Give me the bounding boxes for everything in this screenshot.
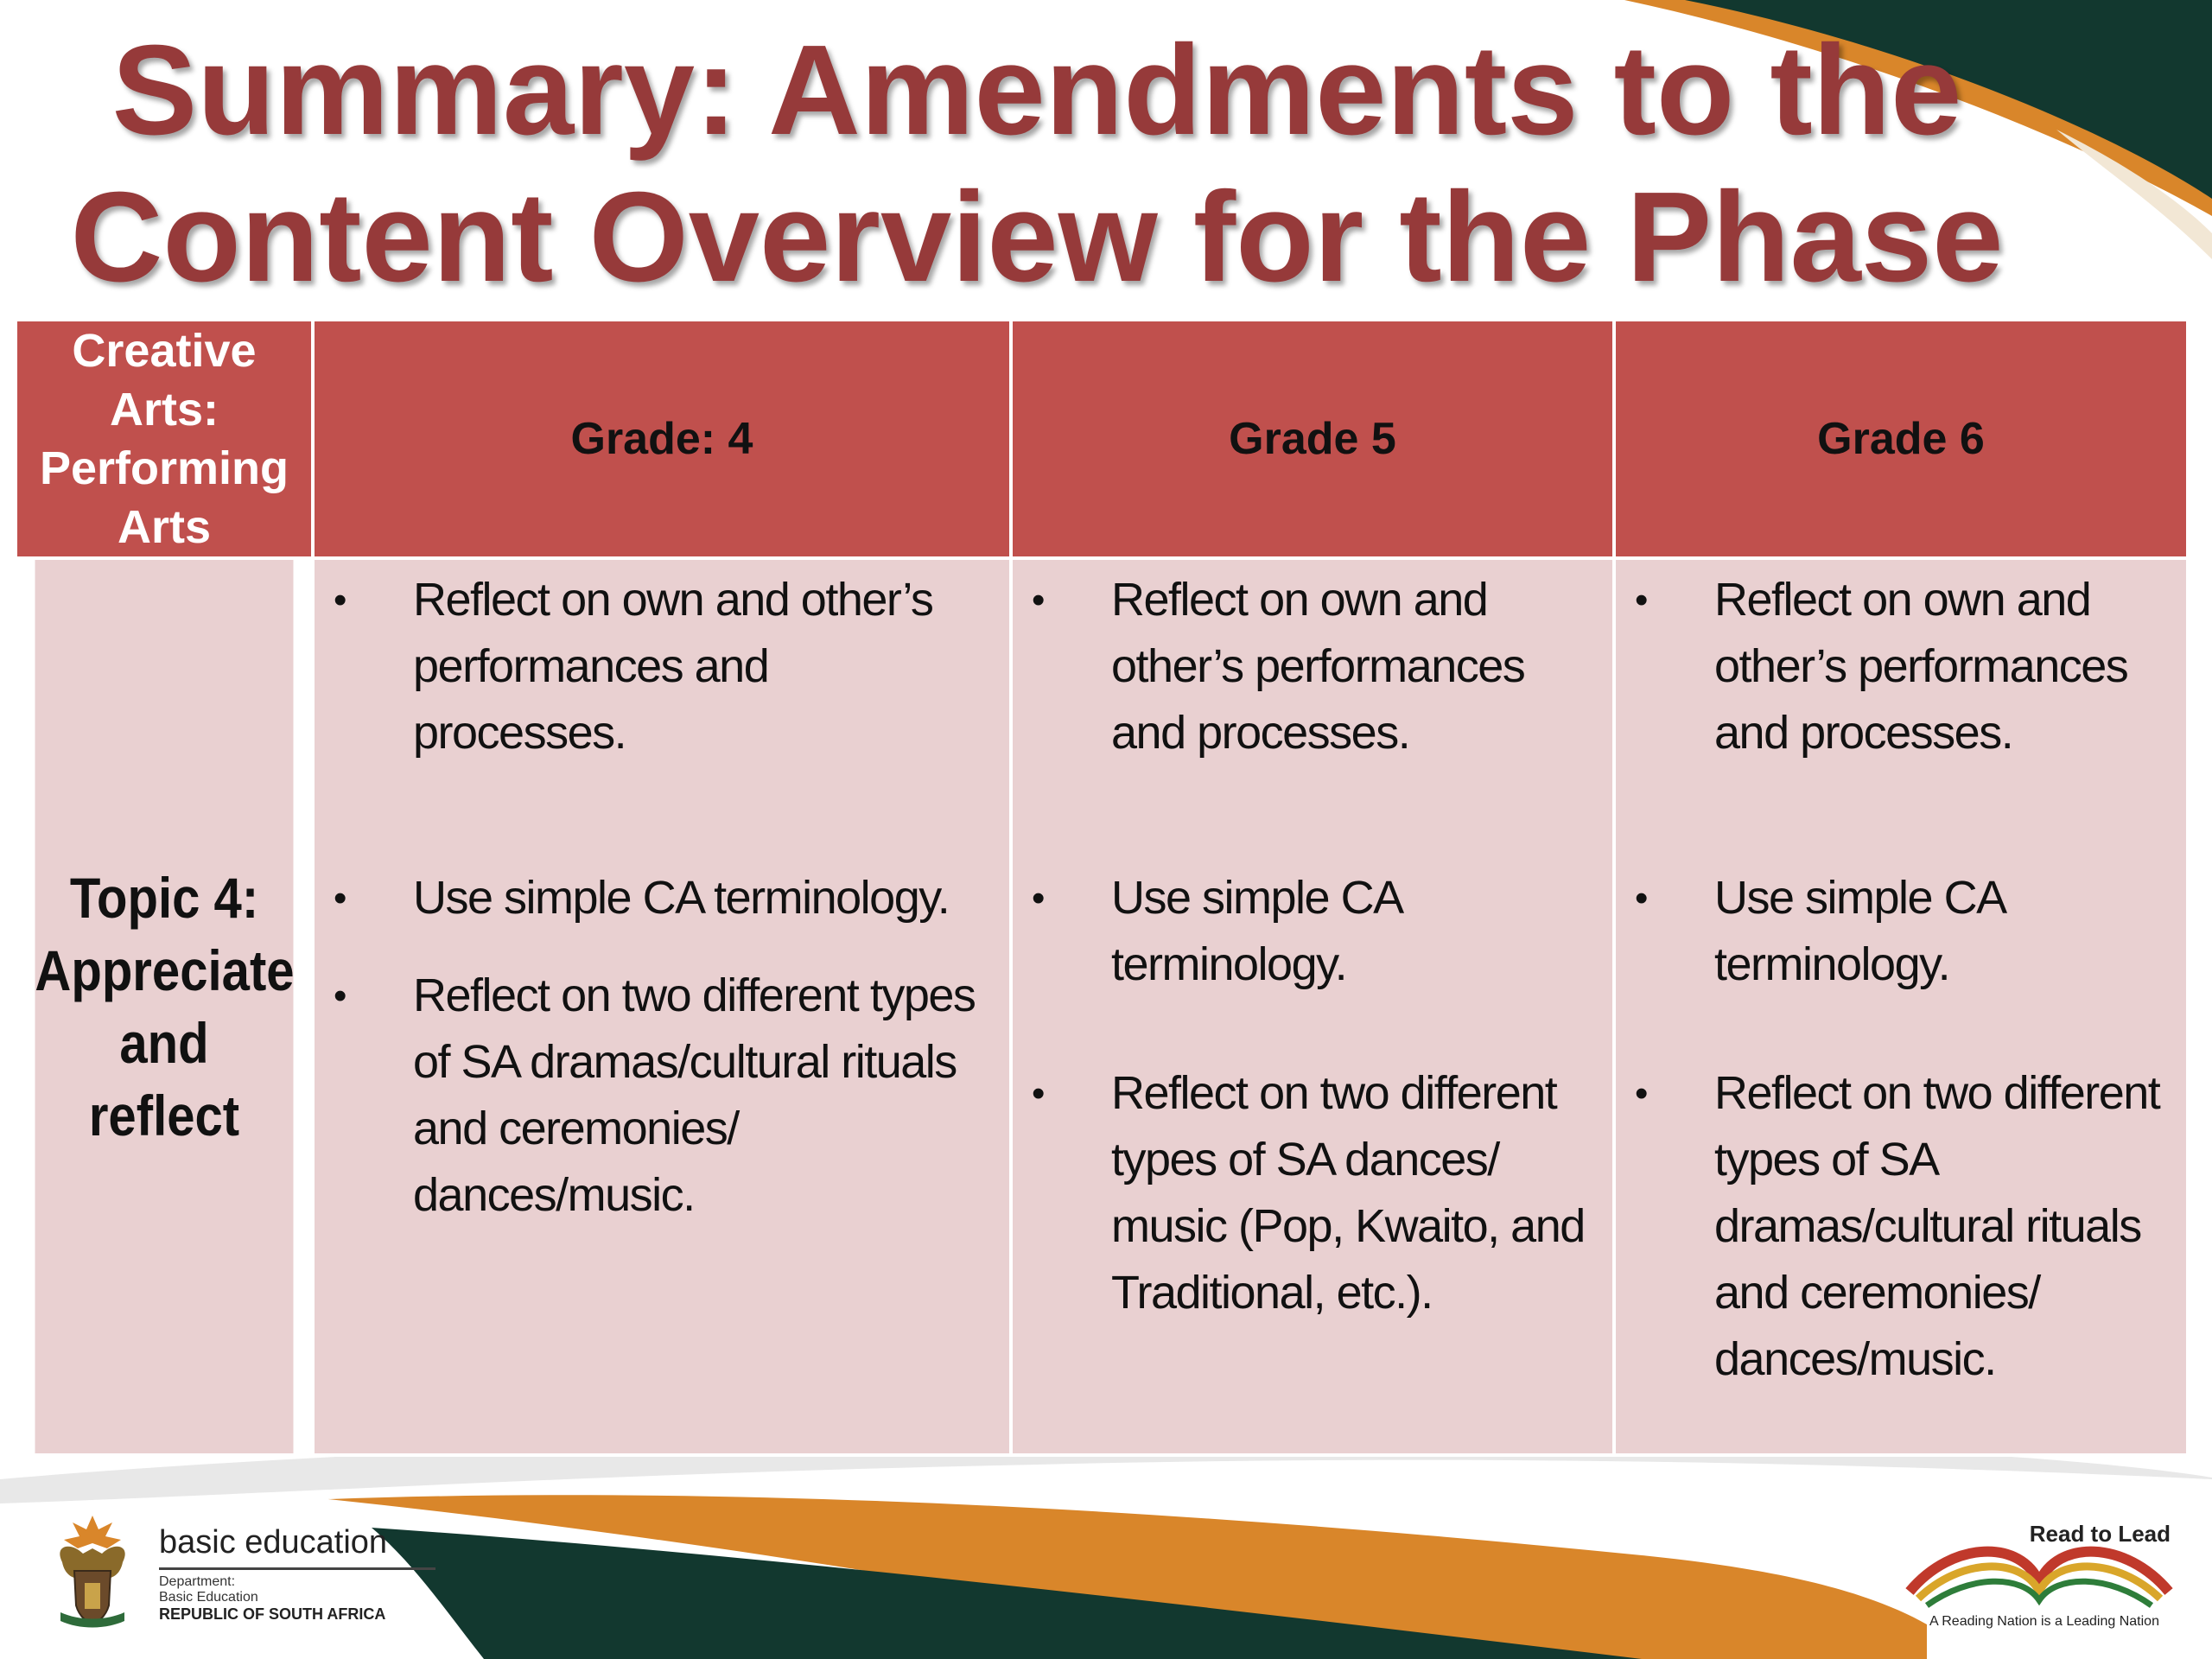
list-item — [1013, 865, 1595, 998]
bullet-icon: • — [1635, 877, 1647, 919]
list-item — [315, 865, 992, 931]
grade-4-content-cell — [313, 558, 1011, 1455]
slide-title — [0, 17, 2074, 311]
logo-country: REPUBLIC OF SOUTH AFRICA — [159, 1605, 386, 1623]
bullet-text: Reflect on two different types of SA dramas/cultural rituals and ceremonies/ dances/music. — [1714, 1067, 2160, 1385]
topic-row — [16, 558, 2188, 1455]
topic-line: Topic 4: — [69, 866, 259, 930]
title-line-1: Summary: Amendments to the — [111, 19, 1962, 162]
list-item — [315, 963, 992, 1229]
topic-line: Appreciate — [35, 938, 295, 1002]
read-to-lead-logo — [1897, 1514, 2191, 1643]
bullet-icon: • — [334, 975, 346, 1017]
grade-5-header: Grade 5 — [1011, 320, 1614, 558]
content-overview-table — [14, 318, 2190, 1457]
dept-line: Department: — [159, 1574, 236, 1589]
bullet-list — [1616, 560, 2186, 1393]
grade-6-content-cell — [1614, 558, 2188, 1455]
grade-4-header: Grade: 4 — [313, 320, 1011, 558]
coat-of-arms-icon — [45, 1510, 140, 1631]
table-header-row — [16, 320, 2188, 558]
bullet-list — [315, 560, 1009, 1229]
title-line-2: Content Overview for the Phase — [70, 166, 2004, 308]
subject-line: Arts — [117, 501, 212, 553]
topic-cell — [34, 558, 296, 1455]
topic-line: reflect — [88, 1084, 240, 1147]
bullet-list — [1013, 560, 1612, 1326]
subject-header-cell — [16, 320, 313, 558]
topic-line: and — [119, 1011, 209, 1075]
bullet-text: Use simple CA terminology. — [413, 872, 950, 924]
logo-department — [159, 1574, 258, 1605]
grade-5-content-cell — [1011, 558, 1614, 1455]
bullet-text: Reflect on two different types of SA dances/ music (Pop, Kwaito, and Traditional, etc.). — [1111, 1067, 1585, 1319]
bullet-icon: • — [1635, 1072, 1647, 1115]
logo-name: basic education — [159, 1524, 388, 1560]
bullet-icon: • — [1635, 579, 1647, 621]
bullet-icon: • — [1032, 877, 1044, 919]
bullet-text: Reflect on own and other’s performances and processes. — [1111, 574, 1525, 759]
bullet-text: Use simple CA terminology. — [1111, 872, 1401, 990]
list-item — [1013, 567, 1595, 766]
logo-slogan: A Reading Nation is a Leading Nation — [1929, 1614, 2159, 1629]
bullet-icon: • — [334, 877, 346, 919]
list-item — [1616, 1060, 2169, 1393]
logo-title: Read to Lead — [2029, 1521, 2171, 1547]
logo-divider — [159, 1567, 435, 1570]
bullet-icon: • — [1032, 579, 1044, 621]
bullet-icon: • — [1032, 1072, 1044, 1115]
list-item — [1013, 1060, 1595, 1326]
bullet-text: Use simple CA terminology. — [1714, 872, 2004, 990]
grade-6-header: Grade 6 — [1614, 320, 2188, 558]
bullet-text: Reflect on two different types of SA dramas/cultural rituals and ceremonies/ dances/music. — [413, 969, 976, 1221]
bullet-text: Reflect on own and other’s performances and processes. — [413, 574, 933, 759]
subject-line: Arts: — [109, 384, 219, 435]
open-book-icon — [1901, 1531, 2177, 1609]
list-item — [1616, 567, 2169, 766]
basic-education-logo — [45, 1510, 408, 1640]
bullet-icon: • — [334, 579, 346, 621]
bullet-text: Reflect on own and other’s performances and processes. — [1714, 574, 2128, 759]
list-item — [1616, 865, 2169, 998]
subject-line: Creative — [72, 325, 257, 377]
subject-line: Performing — [39, 442, 289, 494]
dept-line: Basic Education — [159, 1590, 258, 1605]
list-item — [315, 567, 992, 766]
